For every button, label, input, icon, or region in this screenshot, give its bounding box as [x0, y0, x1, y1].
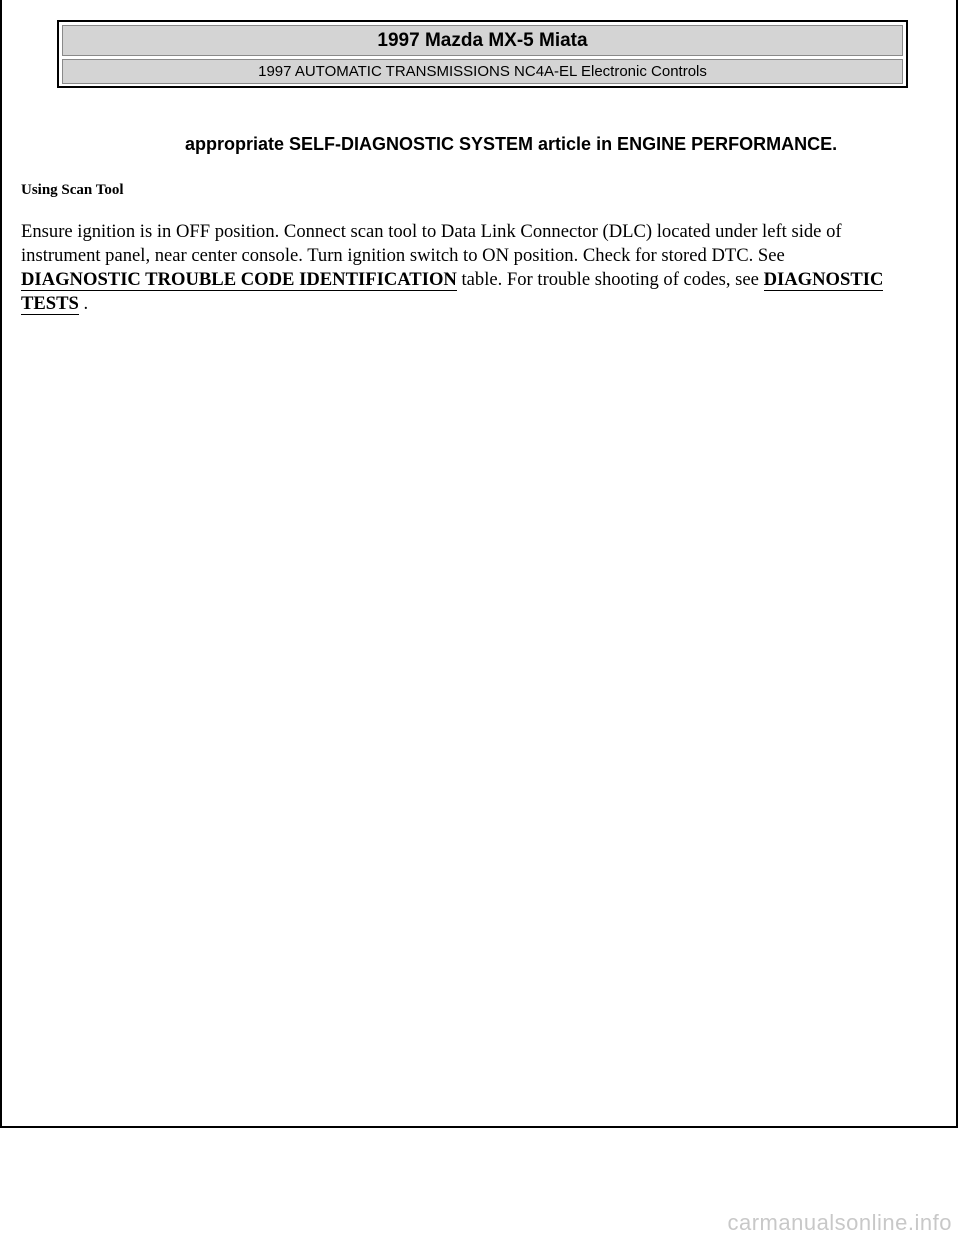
para-text-2: table. For trouble shooting of codes, see — [456, 269, 764, 290]
watermark-text: carmanualsonline.info — [727, 1210, 952, 1235]
note-text: appropriate SELF-DIAGNOSTIC SYSTEM article in ENGINE PERFORMANCE. — [185, 134, 838, 154]
link-diagnostic-tests[interactable]: DIAGNOSTIC TESTS — [21, 269, 884, 314]
header-subtitle: 1997 AUTOMATIC TRANSMISSIONS NC4A-EL Electronic Controls — [62, 59, 903, 84]
para-text-3: . — [78, 293, 89, 314]
body-paragraph — [21, 220, 901, 316]
header-title: 1997 Mazda MX-5 Miata — [62, 25, 903, 56]
link-dtc-identification[interactable]: DIAGNOSTIC TROUBLE CODE IDENTIFICATION — [21, 269, 457, 290]
section-heading: Using Scan Tool — [21, 182, 124, 198]
document-header — [57, 20, 908, 88]
para-text-1: Ensure ignition is in OFF position. Connect scan tool to Data Link Connector (DLC) located under left side of instrument panel, near center console. Turn ignition switch to ON position. Check for stored DTC. See — [21, 221, 842, 266]
